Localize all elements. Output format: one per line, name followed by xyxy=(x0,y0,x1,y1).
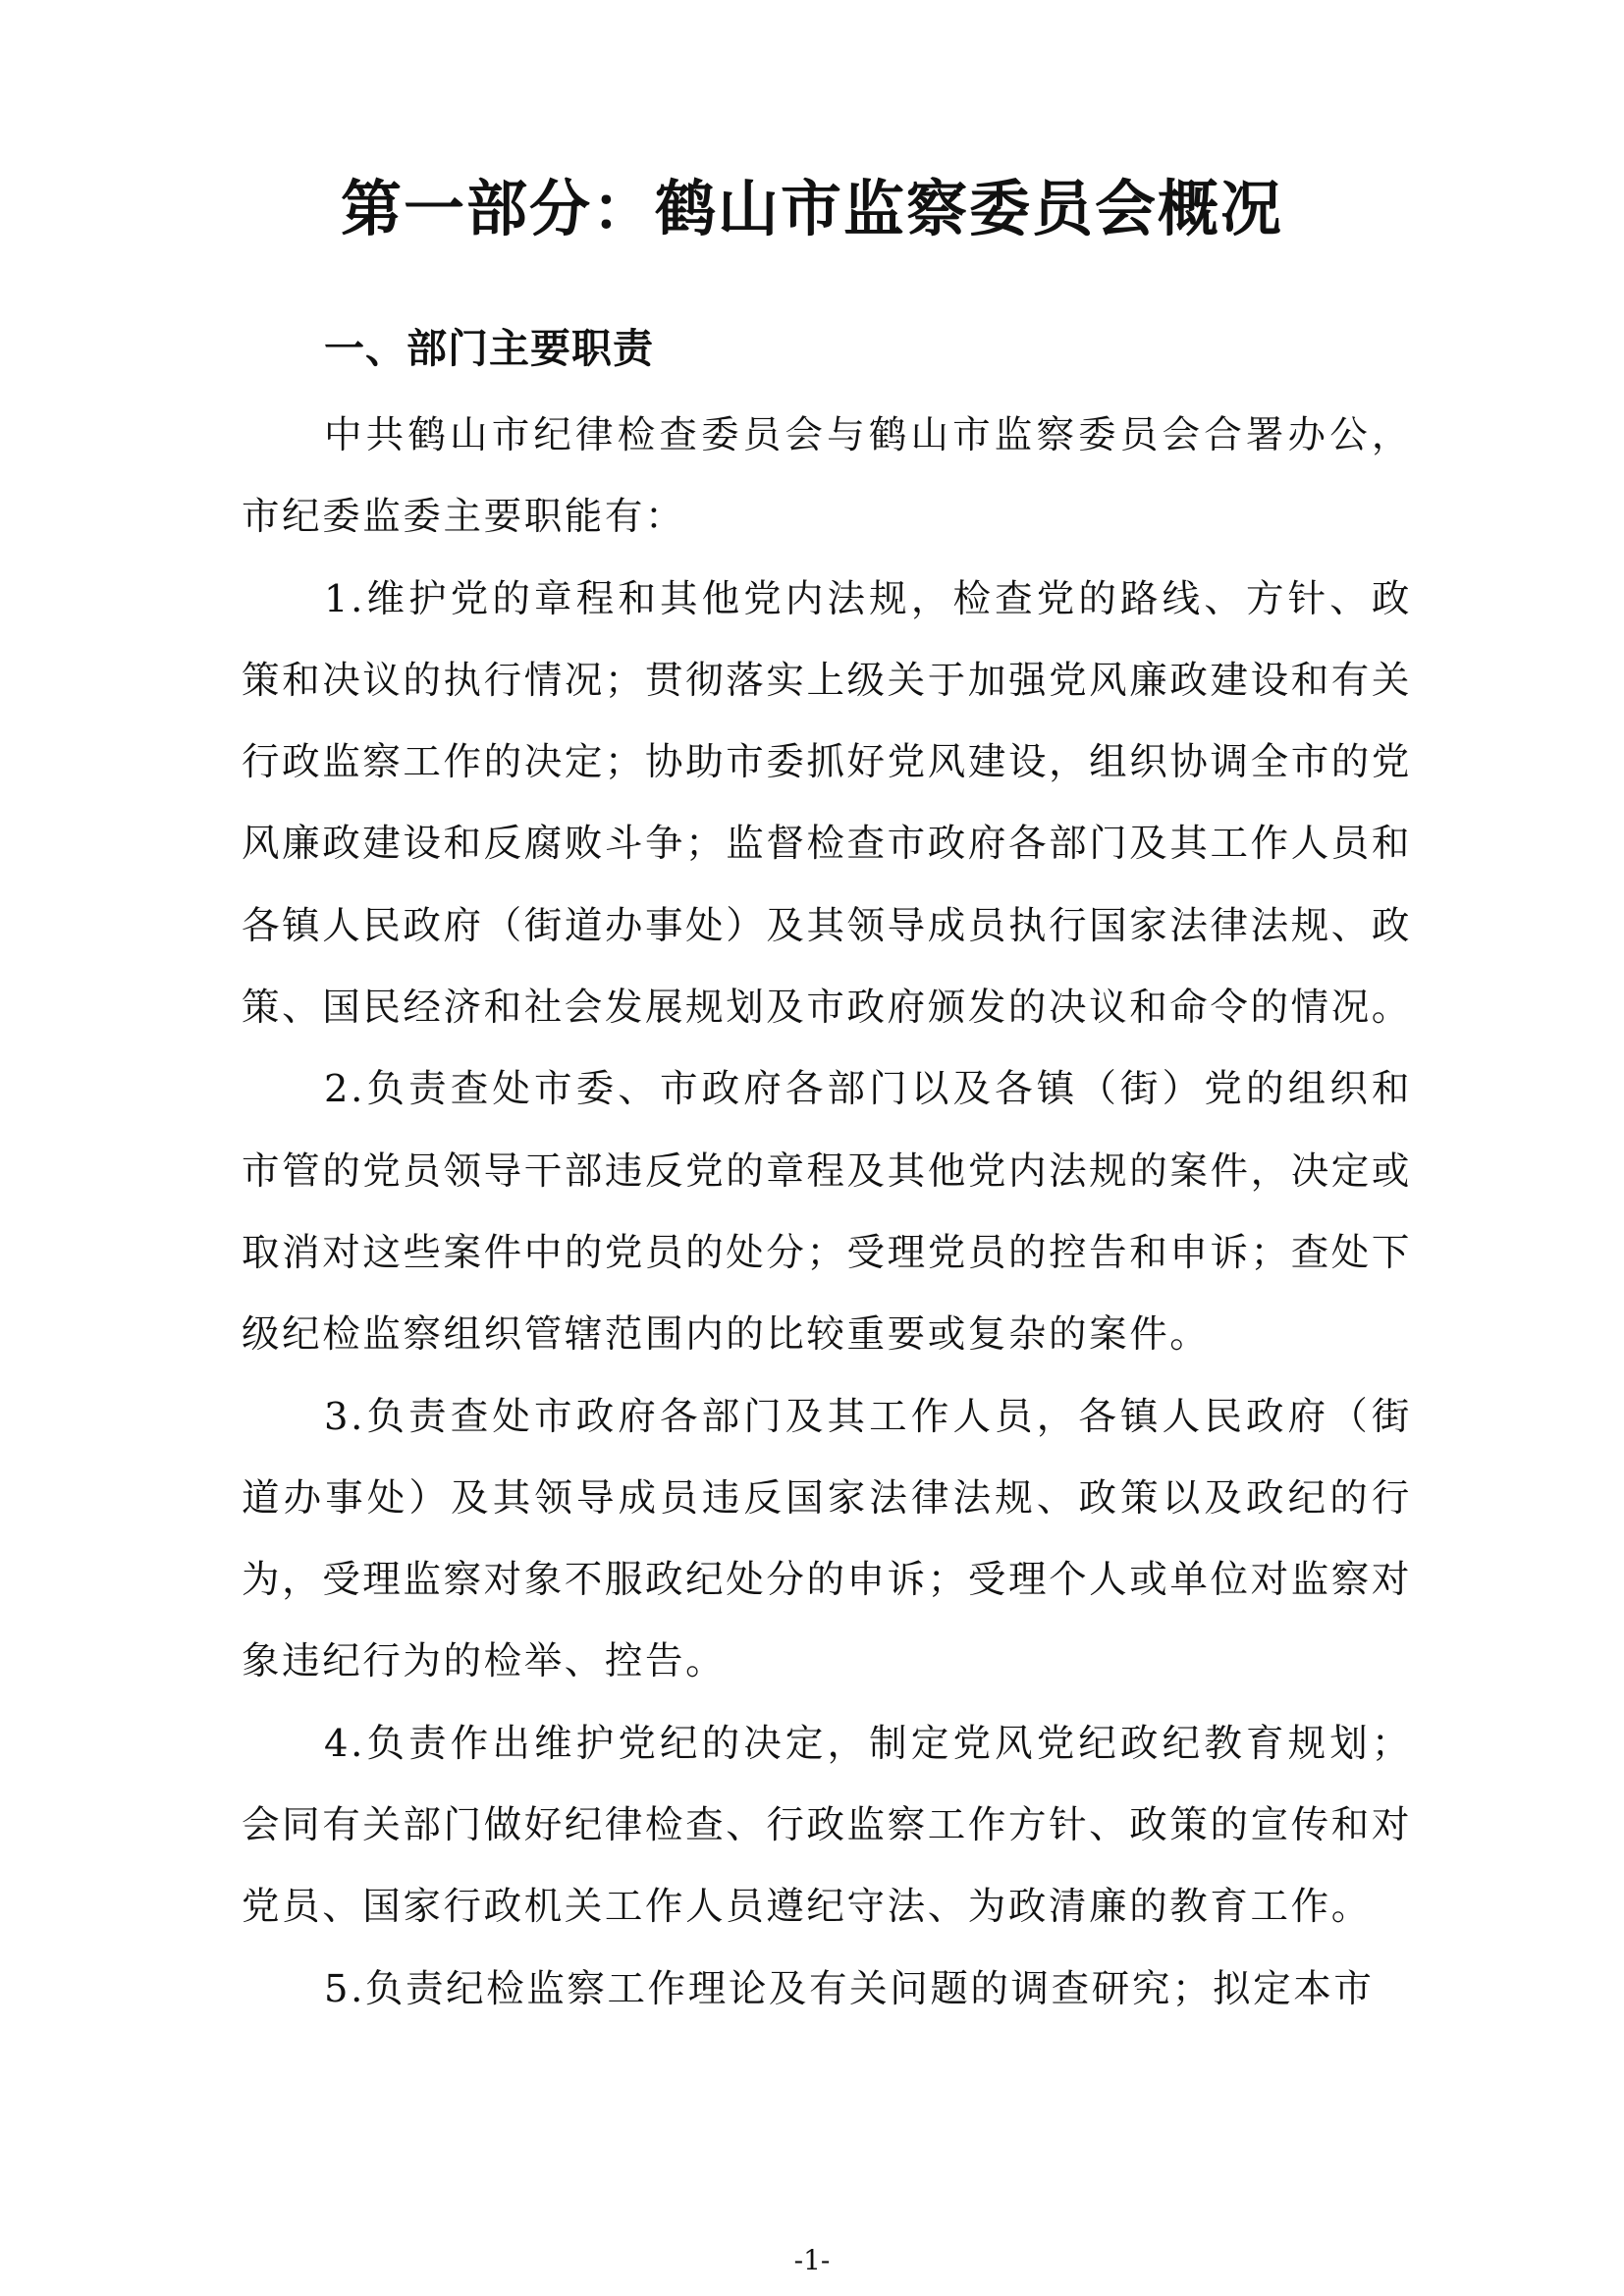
document-body xyxy=(242,395,1412,2030)
page-number: -1- xyxy=(793,2244,831,2276)
paragraph-duty-2: 2.负责查处市委、市政府各部门以及各镇（街）党的组织和市管的党员领导干部违反党的章程及其他党内法规的案件，决定或取消对这些案件中的党员的处分；受理党员的控告和申诉；查处下级纪检监察组织管辖范围内的比较重要或复杂的案件。 xyxy=(242,1067,1412,1358)
page-title: 第一部分：鹤山市监察委员会概况 xyxy=(340,173,1283,244)
paragraph-duty-3: 3.负责查处市政府各部门及其工作人员，各镇人民政府（街道办事处）及其领导成员违反国家法律法规、政策以及政纪的行为，受理监察对象不服政纪处分的申诉；受理个人或单位对监察对象违纪行为的检举、控告。 xyxy=(242,1394,1412,1684)
paragraph-duty-1: 1.维护党的章程和其他党内法规，检查党的路线、方针、政策和决议的执行情况；贯彻落实上级关于加强党风廉政建设和有关行政监察工作的决定；协助市委抓好党风建设，组织协调全市的党风廉政建设和反腐败斗争；监督检查市政府各部门及其工作人员和各镇人民政府（街道办事处）及其领导成员执行国家法律法规、政策、国民经济和社会发展规划及市政府颁发的决议和命令的情况。 xyxy=(242,576,1412,1031)
paragraph-intro: 中共鹤山市纪律检查委员会与鹤山市监察委员会合署办公，市纪委监委主要职能有： xyxy=(242,413,1412,540)
paragraph-duty-5: 5.负责纪检监察工作理论及有关问题的调查研究；拟定本市 xyxy=(324,1966,1375,2011)
section-heading: 一、部门主要职责 xyxy=(324,325,654,372)
paragraph-duty-4: 4.负责作出维护党纪的决定，制定党风党纪政纪教育规划；会同有关部门做好纪律检查、行政监察工作方针、政策的宣传和对党员、国家行政机关工作人员遵纪守法、为政清廉的教育工作。 xyxy=(242,1721,1412,1930)
